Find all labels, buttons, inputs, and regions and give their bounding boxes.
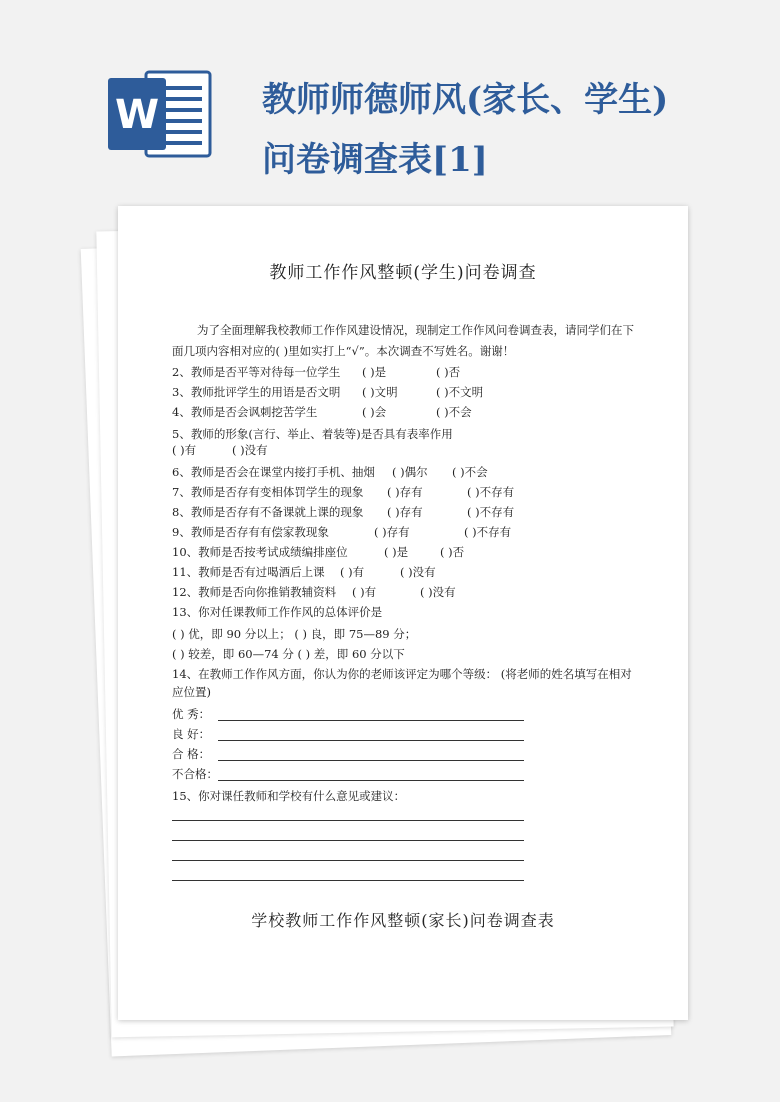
question-item: 3、教师批评学生的用语是否文明 ( )文明 ( )不文明 (172, 385, 484, 399)
rating-fill-line (218, 740, 524, 741)
intro-paragraph: 为了全面理解我校教师工作作风建设情况，现制定工作作风问卷调查表，请同学们在下面几项内容相对应的( )里如实打上“√”。本次调查不写姓名。谢谢！ (172, 323, 634, 358)
suggestion-line (172, 860, 524, 861)
svg-text:W: W (114, 92, 160, 138)
question-item: 11、教师是否有过喝酒后上课 ( )有 ( )没有 (172, 565, 436, 579)
student-survey-title: 教师工作作风整顿(学生)问卷调查 (269, 263, 537, 283)
question-14: 14、在教师工作作风方面，你认为你的老师该评定为哪个等级： (将老师的姓名填写在相对 (172, 667, 632, 681)
question-item: ( )有 ( )没有 (172, 443, 268, 457)
rating-label: 不合格： (172, 767, 218, 781)
question-item: 5、教师的形象(言行、举止、着装等)是否具有表率作用 (172, 427, 453, 441)
document-page (118, 206, 688, 1020)
question-14-cont: 应位置) (172, 685, 211, 699)
rating-fill-line (218, 720, 524, 721)
word-icon (108, 68, 212, 160)
question-item: 7、教师是否存有变相体罚学生的现象 ( )存有 ( )不存有 (172, 485, 515, 499)
question-item: 12、教师是否向你推销教辅资料 ( )有 ( )没有 (172, 585, 456, 599)
title-line-1: 教师师德师风(家长、学生) (262, 80, 669, 120)
title-line-2: 问卷调查表[1] (262, 140, 488, 180)
rating-label: 优 秀： (172, 707, 211, 721)
rating-fill-line (218, 760, 524, 761)
question-item: 9、教师是否存有有偿家教现象 ( )存有 ( )不存有 (172, 525, 512, 539)
question-item: 10、教师是否按考试成绩编排座位 ( )是 ( )否 (172, 545, 465, 559)
rating-fill-line (218, 780, 524, 781)
suggestion-line (172, 820, 524, 821)
suggestion-line (172, 880, 524, 881)
evaluation-options: ( ) 优，即 90 分以上； ( ) 良，即 75—89 分； (172, 627, 417, 641)
question-item: 8、教师是否存有不备课就上课的现象 ( )存有 ( )不存有 (172, 505, 515, 519)
question-15: 15、你对课任教师和学校有什么意见或建议： (172, 789, 406, 803)
question-item: 6、教师是否会在课堂内接打手机、抽烟 ( )偶尔 ( )不会 (172, 465, 488, 479)
question-item: 2、教师是否平等对待每一位学生 ( )是 ( )否 (172, 365, 461, 379)
question-item: 13、你对任课教师工作作风的总体评价是 (172, 605, 383, 619)
document-title (262, 70, 762, 190)
rating-label: 良 好： (172, 727, 211, 741)
question-item: 4、教师是否会讽刺挖苦学生 ( )会 ( )不会 (172, 405, 472, 419)
evaluation-options: ( ) 较差，即 60—74 分 ( ) 差，即 60 分以下 (172, 647, 405, 661)
suggestion-line (172, 840, 524, 841)
rating-label: 合 格： (172, 747, 211, 761)
parent-survey-title: 学校教师工作作风整顿(家长)问卷调查表 (251, 911, 555, 930)
